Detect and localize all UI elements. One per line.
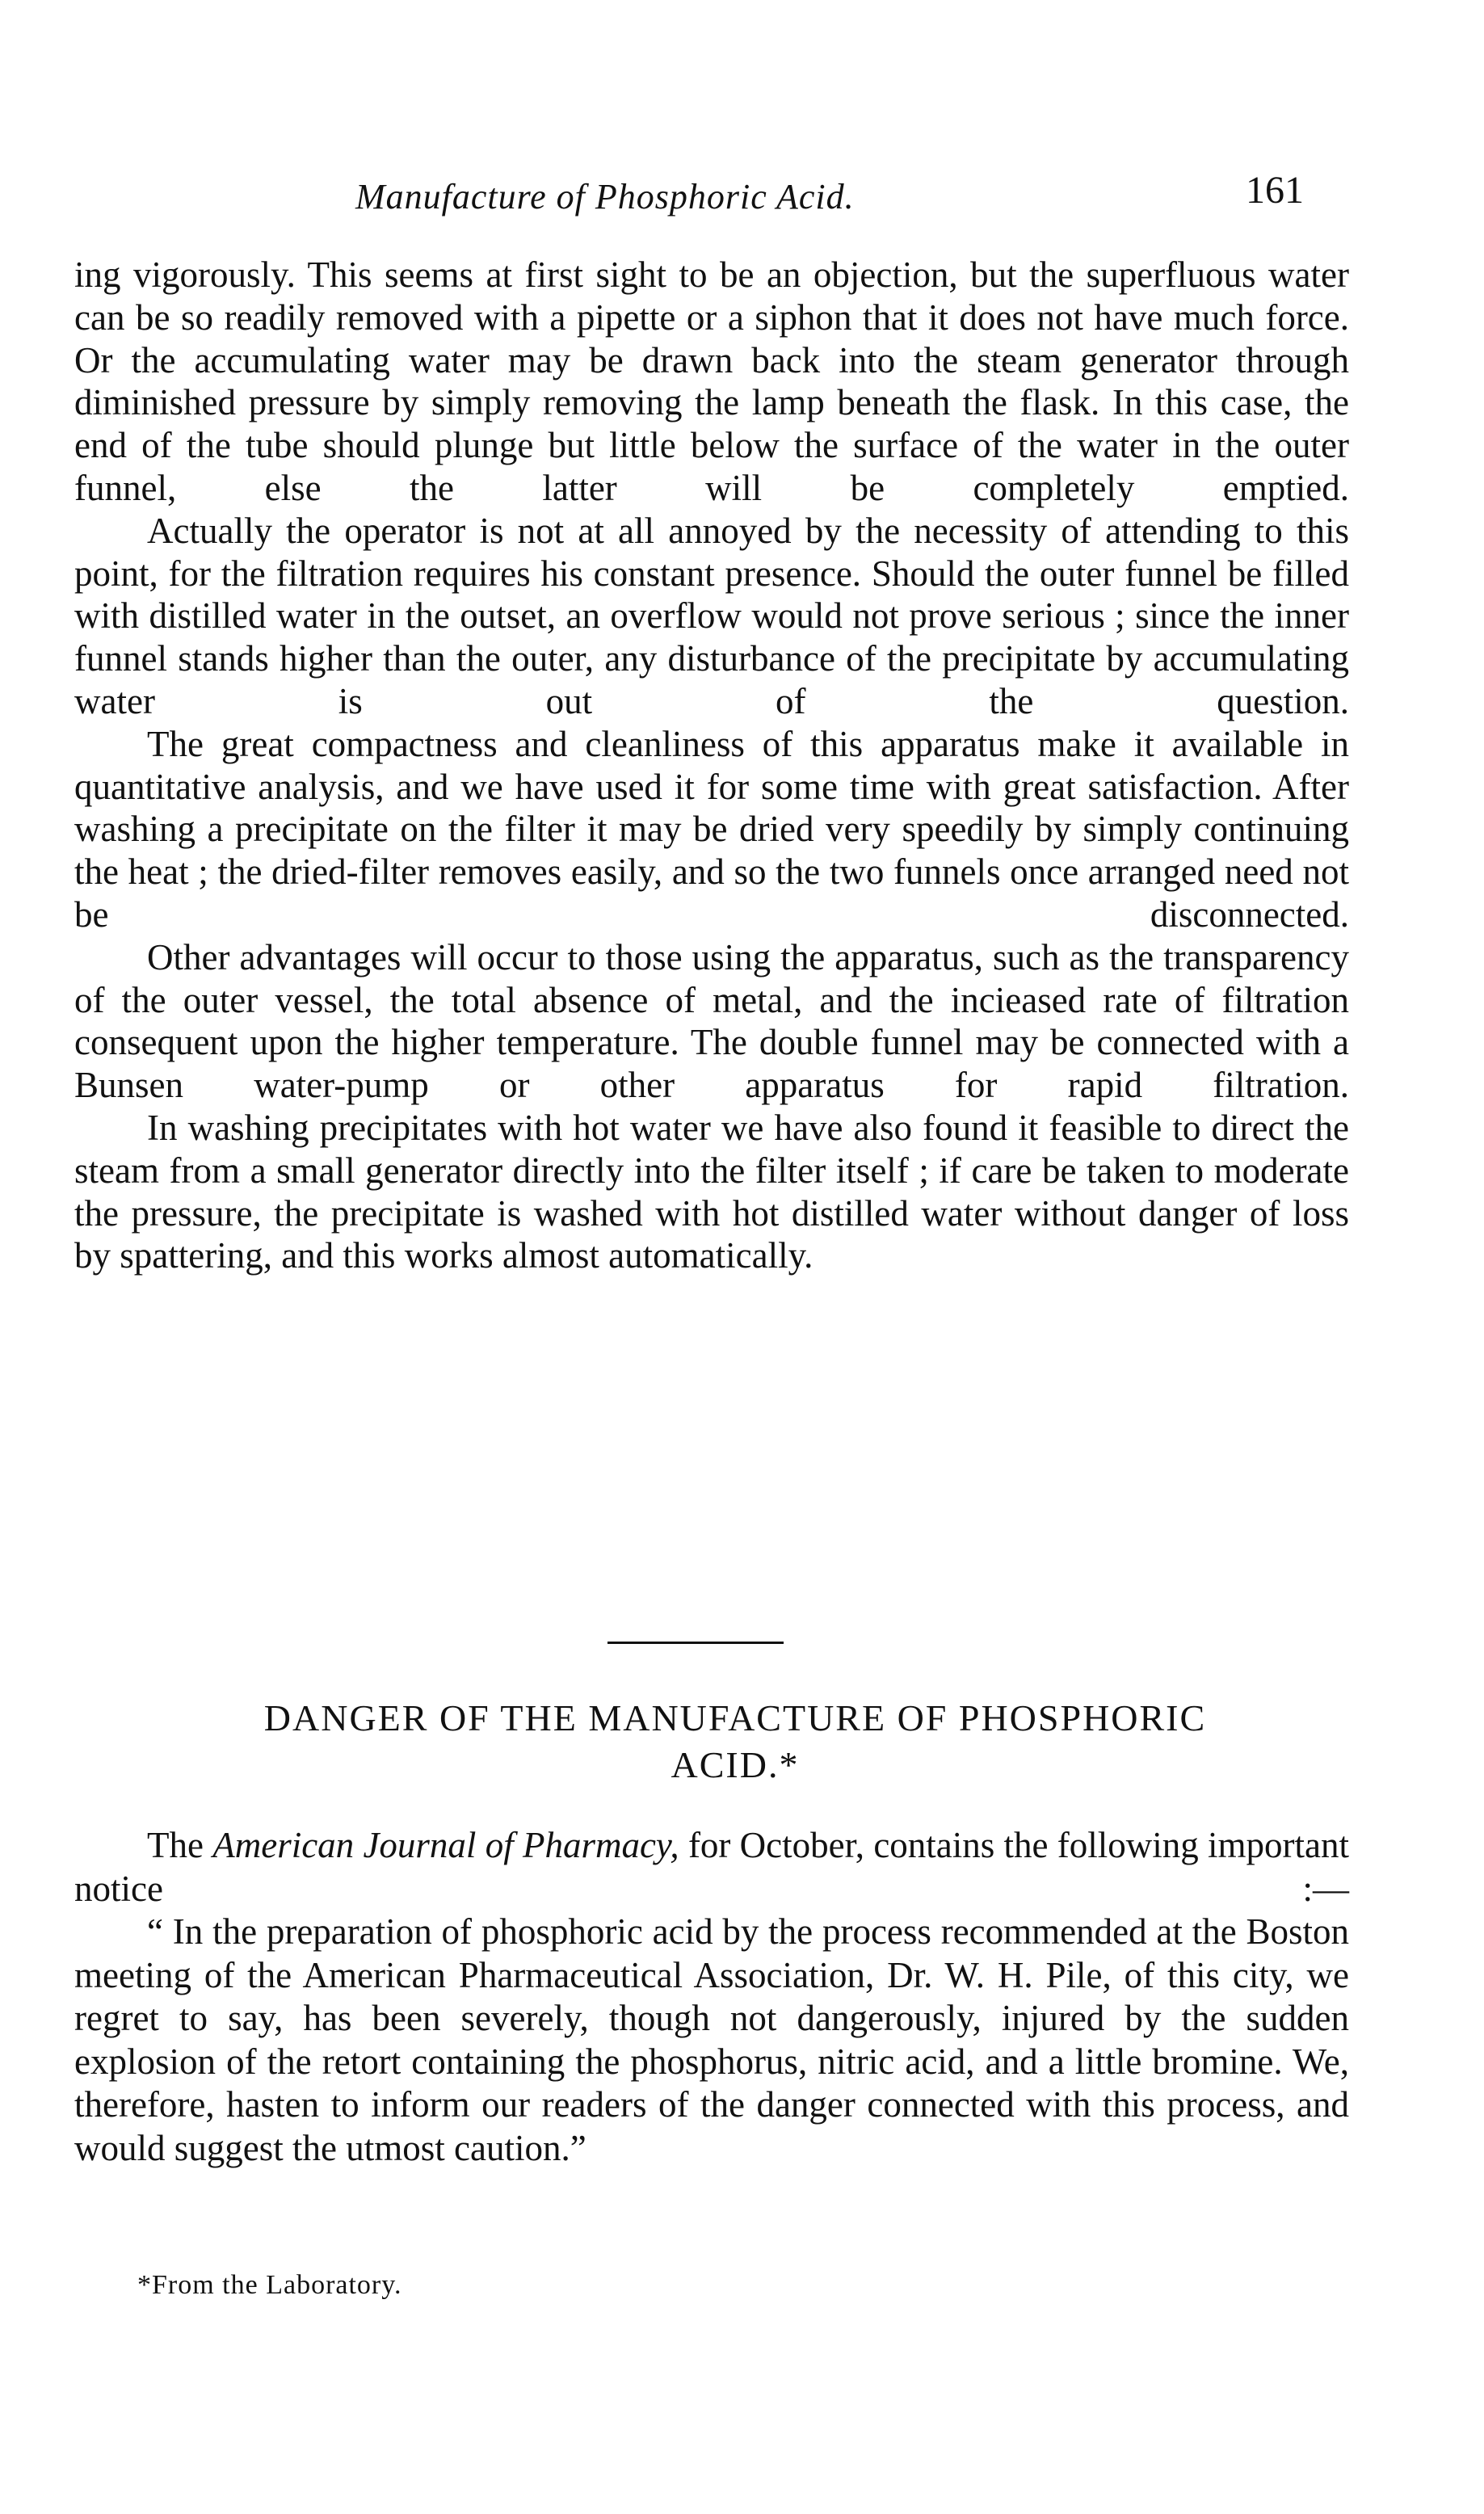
paragraph (74, 1824, 1349, 1911)
paragraph: ing vigorously. This seems at first sight to be an objection, but the superfluous water can be so readily removed with a pipette or a siphon that it does not have much force. Or the accumulating water may be drawn back into the steam generator through diminished pressure by simply removing the lamp beneath the flask. In this case, the end of the tube should plunge but little below the surface of the water in the outer funnel, else the latter will be completely emptied. (74, 254, 1349, 508)
section-text (74, 1824, 1349, 2170)
quoted-notice: “ In the preparation of phosphoric acid by the process recommended at the Boston meeting of the American Pharmaceutical Association, Dr. W. H. Pile, of this city, we regret to say, has been severely, though not dangerously, injured by the sudden explosion of the retort containing the phosphorus, nitric acid, and a little bromine. We, therefore, hasten to inform our readers of the danger connected with this process, and would suggest the utmost caution.” (74, 1911, 1349, 2168)
body-text (74, 254, 1349, 1277)
paragraph: In washing precipitates with hot water we have also found it feasible to direct the steam from a small generator directly into the filter itself ; if care be taken to moderate the pressure, the precipitate is washed with hot distilled water without danger of loss by spattering, and this works almost automatically. (74, 1107, 1349, 1276)
paragraph: The great compactness and cleanliness of this apparatus make it available in quantitative analysis, and we have used it for some time with great satisfaction. After washing a precipitate on the filter it may be dried very speedily by simply continuing the heat ; the dried-filter removes easily, and so the two funnels once arranged need not be disconnected. (74, 723, 1349, 935)
intro-text: for October, contains the following important notice :— (74, 1825, 1349, 1909)
intro-text: The (147, 1825, 204, 1865)
running-head: Manufacture of Phosphoric Acid. (355, 177, 855, 217)
paragraph: Actually the operator is not at all annoyed by the necessity of attending to this point, for the filtration requires his constant presence. Should the outer funnel be filled with distilled water in the outset, an overflow would not prove serious ; since the inner funnel stands higher than the outer, any disturbance of the precipitate by accumulating water is out of the question. (74, 510, 1349, 721)
section-divider (607, 1642, 784, 1644)
journal-title: American Journal of Pharmacy, (212, 1825, 679, 1865)
page-number: 161 (1246, 169, 1304, 212)
paragraph: Other advantages will occur to those using the apparatus, such as the transparency of the outer vessel, the total absence of metal, and the incieased rate of filtration consequent upon the higher temperature. The double funnel may be connected with a Bunsen water-pump or other apparatus for rapid filtration. (74, 936, 1349, 1106)
section-heading-line: DANGER OF THE MANUFACTURE OF PHOSPHORIC (263, 1697, 1207, 1738)
footnote: *From the Laboratory. (137, 2270, 402, 2300)
section-heading-line: ACID.* (671, 1744, 800, 1785)
section-heading (113, 1695, 1357, 1789)
